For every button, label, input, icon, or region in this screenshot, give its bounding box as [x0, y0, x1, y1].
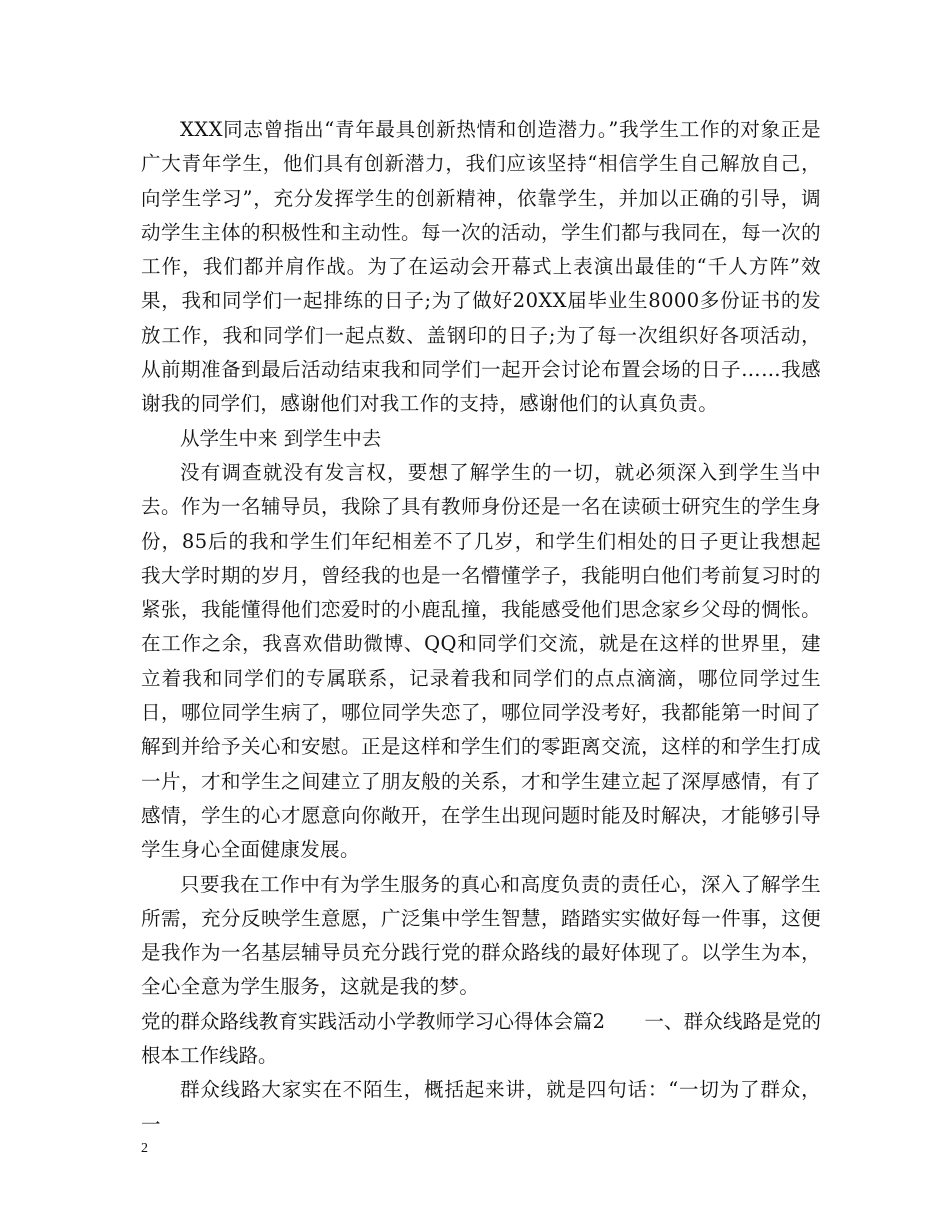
paragraph-serve-students: 只要我在工作中有为学生服务的真心和高度负责的责任心，深入了解学生所需，充分反映学生意愿，广泛集中学生智慧，踏踏实实做好每一件事，这便是我作为一名基层辅导员充分践行党的群众路线的最好体现了。以学生为本，全心全意为学生服务，这就是我的梦。: [141, 872, 821, 999]
paragraph-student-innovation: XXX同志曾指出“青年最具创新热情和创造潜力。”我学生工作的对象正是广大青年学生，他们具有创新潜力，我们应该坚持“相信学生自己解放自己，向学生学习”，充分发挥学生的创新精神，依靠学生，并加以正确的引导，调动学生主体的积极性和主动性。每一次的活动，学生们都与我同在，每一次的工作，我们都并肩作战。为了在运动会开幕式上表演出最佳的“千人方阵”效果，我和同学们一起排练的日子;为了做好20XX届毕业生8000多份证书的发放工作，我和同学们一起点数、盖钢印的日子;为了每一次组织好各项活动，从前期准备到最后活动结束我和同学们一起开会讨论布置会场的日子……我感谢我的同学们，感谢他们对我工作的支持，感谢他们的认真负责。: [141, 118, 821, 416]
page-number: 2: [141, 1141, 148, 1156]
document-body: [141, 113, 821, 1142]
paragraph-go-among-students: 没有调查就没有发言权，要想了解学生的一切，就必须深入到学生当中去。作为一名辅导员，我除了具有教师身份还是一名在读硕士研究生的学生身份，85后的我和学生们年纪相差不了几岁，和学生们相处的日子更让我想起我大学时期的岁月，曾经我的也是一名懵懂学子，我能明白他们考前复习时的紧张，我能懂得他们恋爱时的小鹿乱撞，我能感受他们思念家乡父母的惆怅。在工作之余，我喜欢借助微博、QQ和同学们交流，就是在这样的世界里，建立着我和同学们的专属联系，记录着我和同学们的点点滴滴，哪位同学过生日，哪位同学生病了，哪位同学失恋了，哪位同学没考好，我都能第一时间了解到并给予关心和安慰。正是这样和学生们的零距离交流，这样的和学生打成一片，才和学生之间建立了朋友般的关系，才和学生建立起了深厚感情，有了感情，学生的心才愿意向你敞开，在学生出现问题时能及时解决，才能够引导学生身心全面健康发展。: [141, 460, 821, 862]
paragraph-mass-line: 群众线路大家实在不陌生，概括起来讲，就是四句话：“一切为了群众，一: [141, 1078, 821, 1136]
article-title-line: 党的群众路线教育实践活动小学教师学习心得体会篇2 一、群众线路是党的根本工作线路。: [141, 1009, 821, 1068]
section-heading: 从学生中来 到学生中去: [180, 426, 382, 450]
